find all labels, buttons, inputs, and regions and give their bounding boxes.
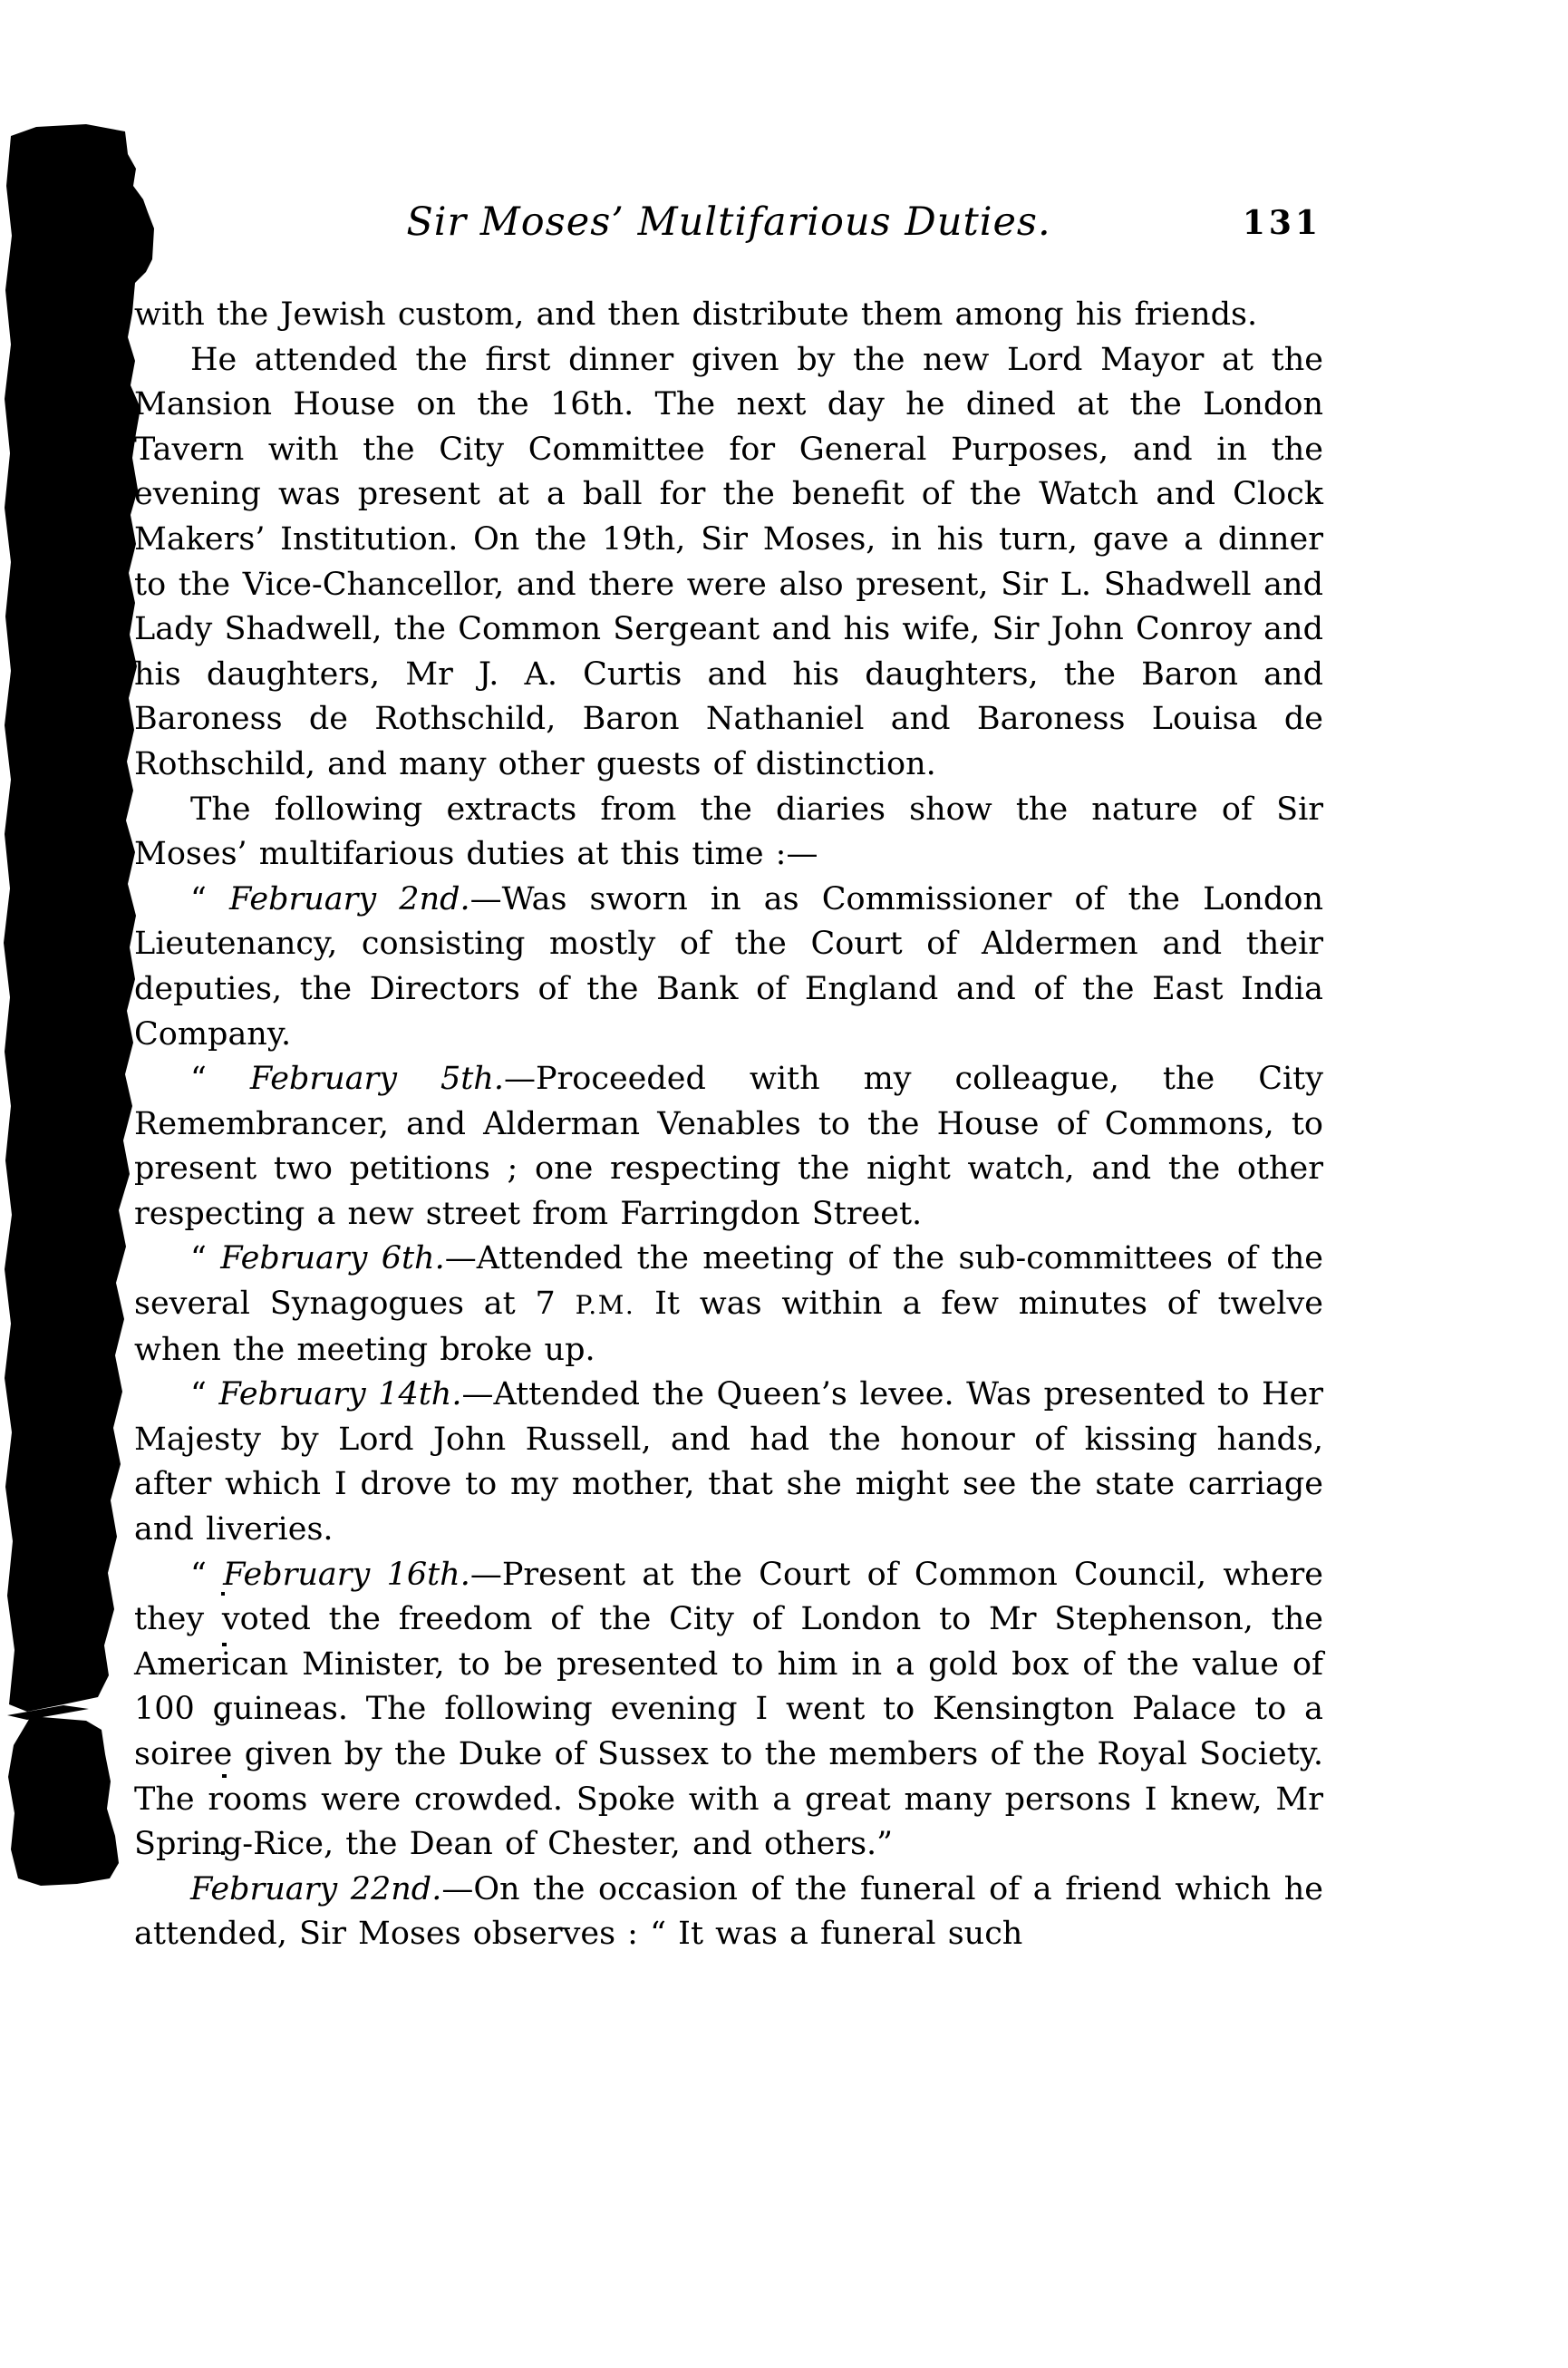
body-text-run: The following extracts from the diaries show the nature of Sir Moses’ multifarious duties at this time :—: [134, 791, 1323, 873]
paragraph: [134, 338, 1323, 788]
body-text-run: It was within a few minutes of twelve when the meeting broke up.: [134, 1286, 1323, 1368]
diary-date-text: February 2nd.: [229, 880, 470, 917]
paragraph: [134, 1057, 1323, 1237]
body-text-run: —Present at the Court of Common Council, where they voted the freedom of the City of London to Mr Stephenson, the American Minister, to be presented to him in a gold box of the value of 100 guineas. The following evening I went to Kensington Palace to a soiree given by the Duke of Sussex to the members of the Royal Society. The rooms were crowded. Spoke with a great many persons I knew, Mr Spring-Rice, the Dean of Chester, and others.”: [134, 1556, 1323, 1863]
body-text-run: “: [190, 1376, 219, 1413]
body-text-run: —Attended the Queen’s levee. Was presented to Her Majesty by Lord John Russell, and had the honour of kissing hands, after which I drove to my mother, that she might see the state carriage and liveries.: [134, 1376, 1323, 1548]
diary-date-text: February 22nd.: [190, 1870, 442, 1907]
paragraph: [134, 1373, 1323, 1552]
page-body: [134, 293, 1323, 1957]
body-text-run: P.M.: [575, 1290, 635, 1321]
body-text-run: —Was sworn in as Commissioner of the London Lieutenancy, consisting mostly of the Court of Aldermen and their deputies, the Directors of the Bank of England and of the East India Company.: [134, 880, 1323, 1053]
running-header-title: Sir Moses’ Multifarious Duties.: [406, 199, 1051, 245]
paragraph: [134, 788, 1323, 878]
diary-date-text: February 6th.: [220, 1240, 445, 1277]
body-text-run: He attended the first dinner given by the new Lord Mayor at the Mansion House on the 16th. The next day he dined at the London Tavern with the City Committee for General Purposes, and in the evening was present at a ball for the benefit of the Watch and Clock Makers’ Institution. On the 19th, Sir Moses, in his turn, gave a dinner to the Vice-Chancellor, and there were also present, Sir L. Shadwell and Lady Shadwell, the Common Sergeant and his wife, Sir John Conroy and his daughters, Mr J. A. Curtis and his daughters, the Baron and Baroness de Rothschild, Baron Nathaniel and Baroness Louisa de Rothschild, and many other guests of distinction.: [134, 341, 1323, 782]
paragraph: [134, 1553, 1323, 1868]
paragraph: [134, 293, 1323, 338]
body-text-run: —On the occasion of the funeral of a friend which he attended, Sir Moses observes : “ It was a funeral such: [134, 1870, 1323, 1953]
diary-date-text: February 5th.: [249, 1061, 504, 1098]
body-text-run: “: [190, 1061, 250, 1098]
diary-date-text: February 14th.: [218, 1376, 462, 1413]
body-text-run: “: [190, 1556, 224, 1593]
body-text-run: with the Jewish custom, and then distribute them among his friends.: [134, 296, 1258, 333]
body-text-run: “: [190, 1240, 221, 1277]
diary-date-text: February 16th.: [223, 1556, 470, 1593]
page-number: 131: [1242, 204, 1321, 242]
body-text-run: —Attended the meeting of the sub-committees of the several Synagogues at 7: [134, 1240, 1323, 1323]
paragraph: [134, 1868, 1323, 1957]
running-header: [134, 199, 1323, 254]
paragraph: [134, 1237, 1323, 1373]
body-text-run: “: [190, 880, 230, 917]
body-text-run: —Proceeded with my colleague, the City Remembrancer, and Alderman Venables to the House of Commons, to present two petitions ; one respecting the night watch, and the other respecting a new street from Farringdon Street.: [134, 1061, 1323, 1232]
paragraph: [134, 878, 1323, 1057]
